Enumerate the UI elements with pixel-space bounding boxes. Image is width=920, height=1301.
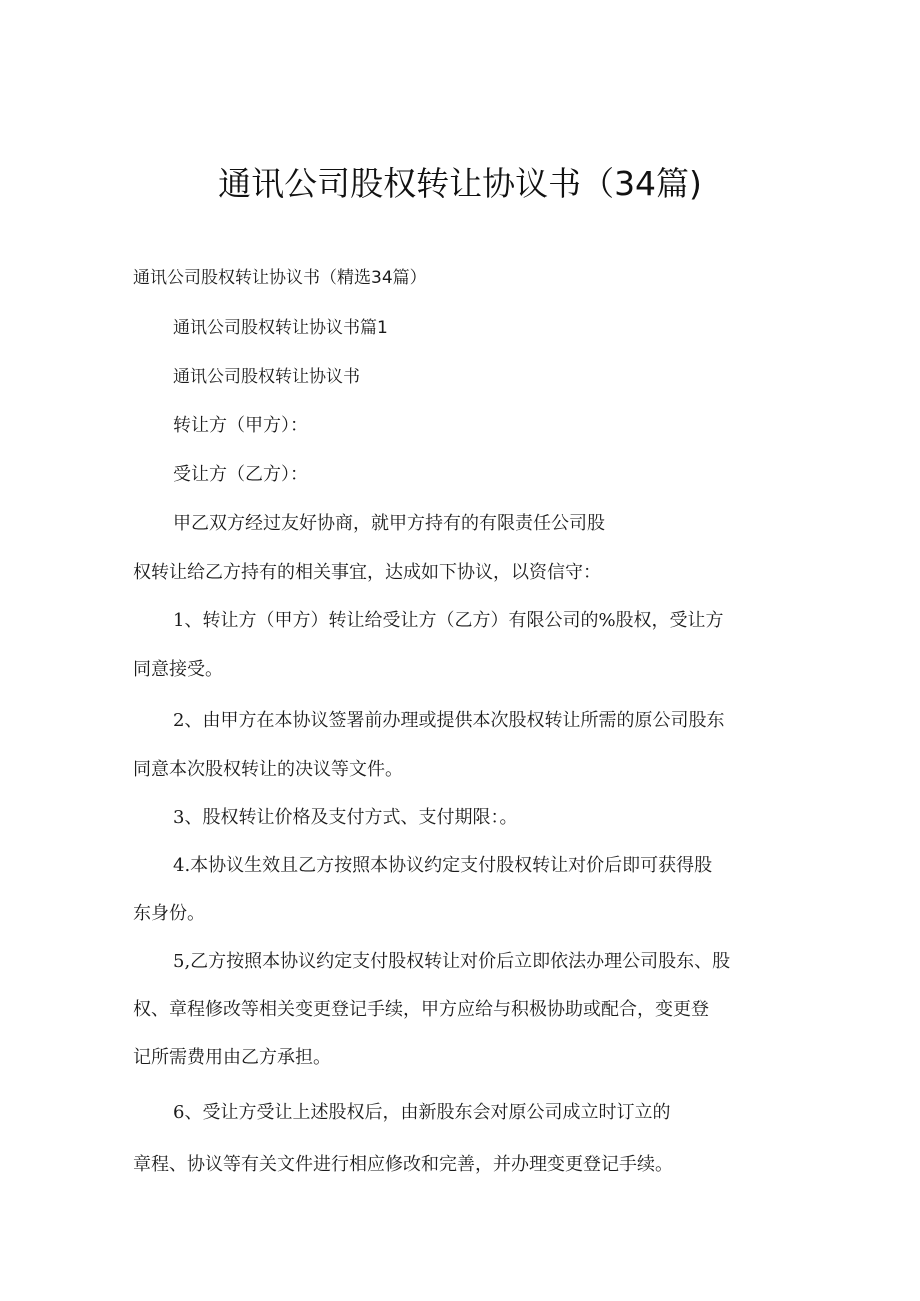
intro-line-2: 权转让给乙方持有的相关事宜，达成如下协议，以资信守： xyxy=(133,562,601,583)
clause-5-line-1: 5,乙方按照本协议约定支付股权转让对价后立即依法办理公司股东、股 xyxy=(173,951,731,972)
party-a-line: 转让方（甲方）： xyxy=(173,415,308,436)
clause-3-line-1: 3、股权转让价格及支付方式、支付期限：。 xyxy=(173,807,518,828)
clause-1-line-1: 1、转让方（甲方）转让给受让方（乙方）有限公司的%股权，受让方 xyxy=(173,610,724,631)
agreement-name: 通讯公司股权转让协议书 xyxy=(173,367,360,387)
clause-4-line-1: 4.本协议生效且乙方按照本协议约定支付股权转让对价后即可获得股 xyxy=(173,855,713,876)
clause-1-line-2: 同意接受。 xyxy=(133,659,223,680)
clause-6-line-1: 6、受让方受让上述股权后，由新股东会对原公司成立时订立的 xyxy=(173,1102,671,1123)
intro-line-1: 甲乙双方经过友好协商，就甲方持有的有限责任公司股 xyxy=(173,513,605,534)
party-b-line: 受让方（乙方）： xyxy=(173,464,308,485)
document-title: 通讯公司股权转让协议书（34篇) xyxy=(218,164,702,203)
clause-6-line-2: 章程、协议等有关文件进行相应修改和完善，并办理变更登记手续。 xyxy=(133,1154,673,1175)
clause-5-line-3: 记所需费用由乙方承担。 xyxy=(133,1047,331,1068)
clause-2-line-1: 2、由甲方在本协议签署前办理或提供本次股权转让所需的原公司股东 xyxy=(173,710,725,731)
clause-4-line-2: 东身份。 xyxy=(133,903,205,924)
section-heading: 通讯公司股权转让协议书篇1 xyxy=(173,318,388,338)
clause-2-line-2: 同意本次股权转让的决议等文件。 xyxy=(133,759,403,780)
document-subtitle: 通讯公司股权转让协议书（精选34篇） xyxy=(133,268,427,288)
clause-5-line-2: 权、章程修改等相关变更登记手续，甲方应给与积极协助或配合，变更登 xyxy=(133,999,709,1020)
